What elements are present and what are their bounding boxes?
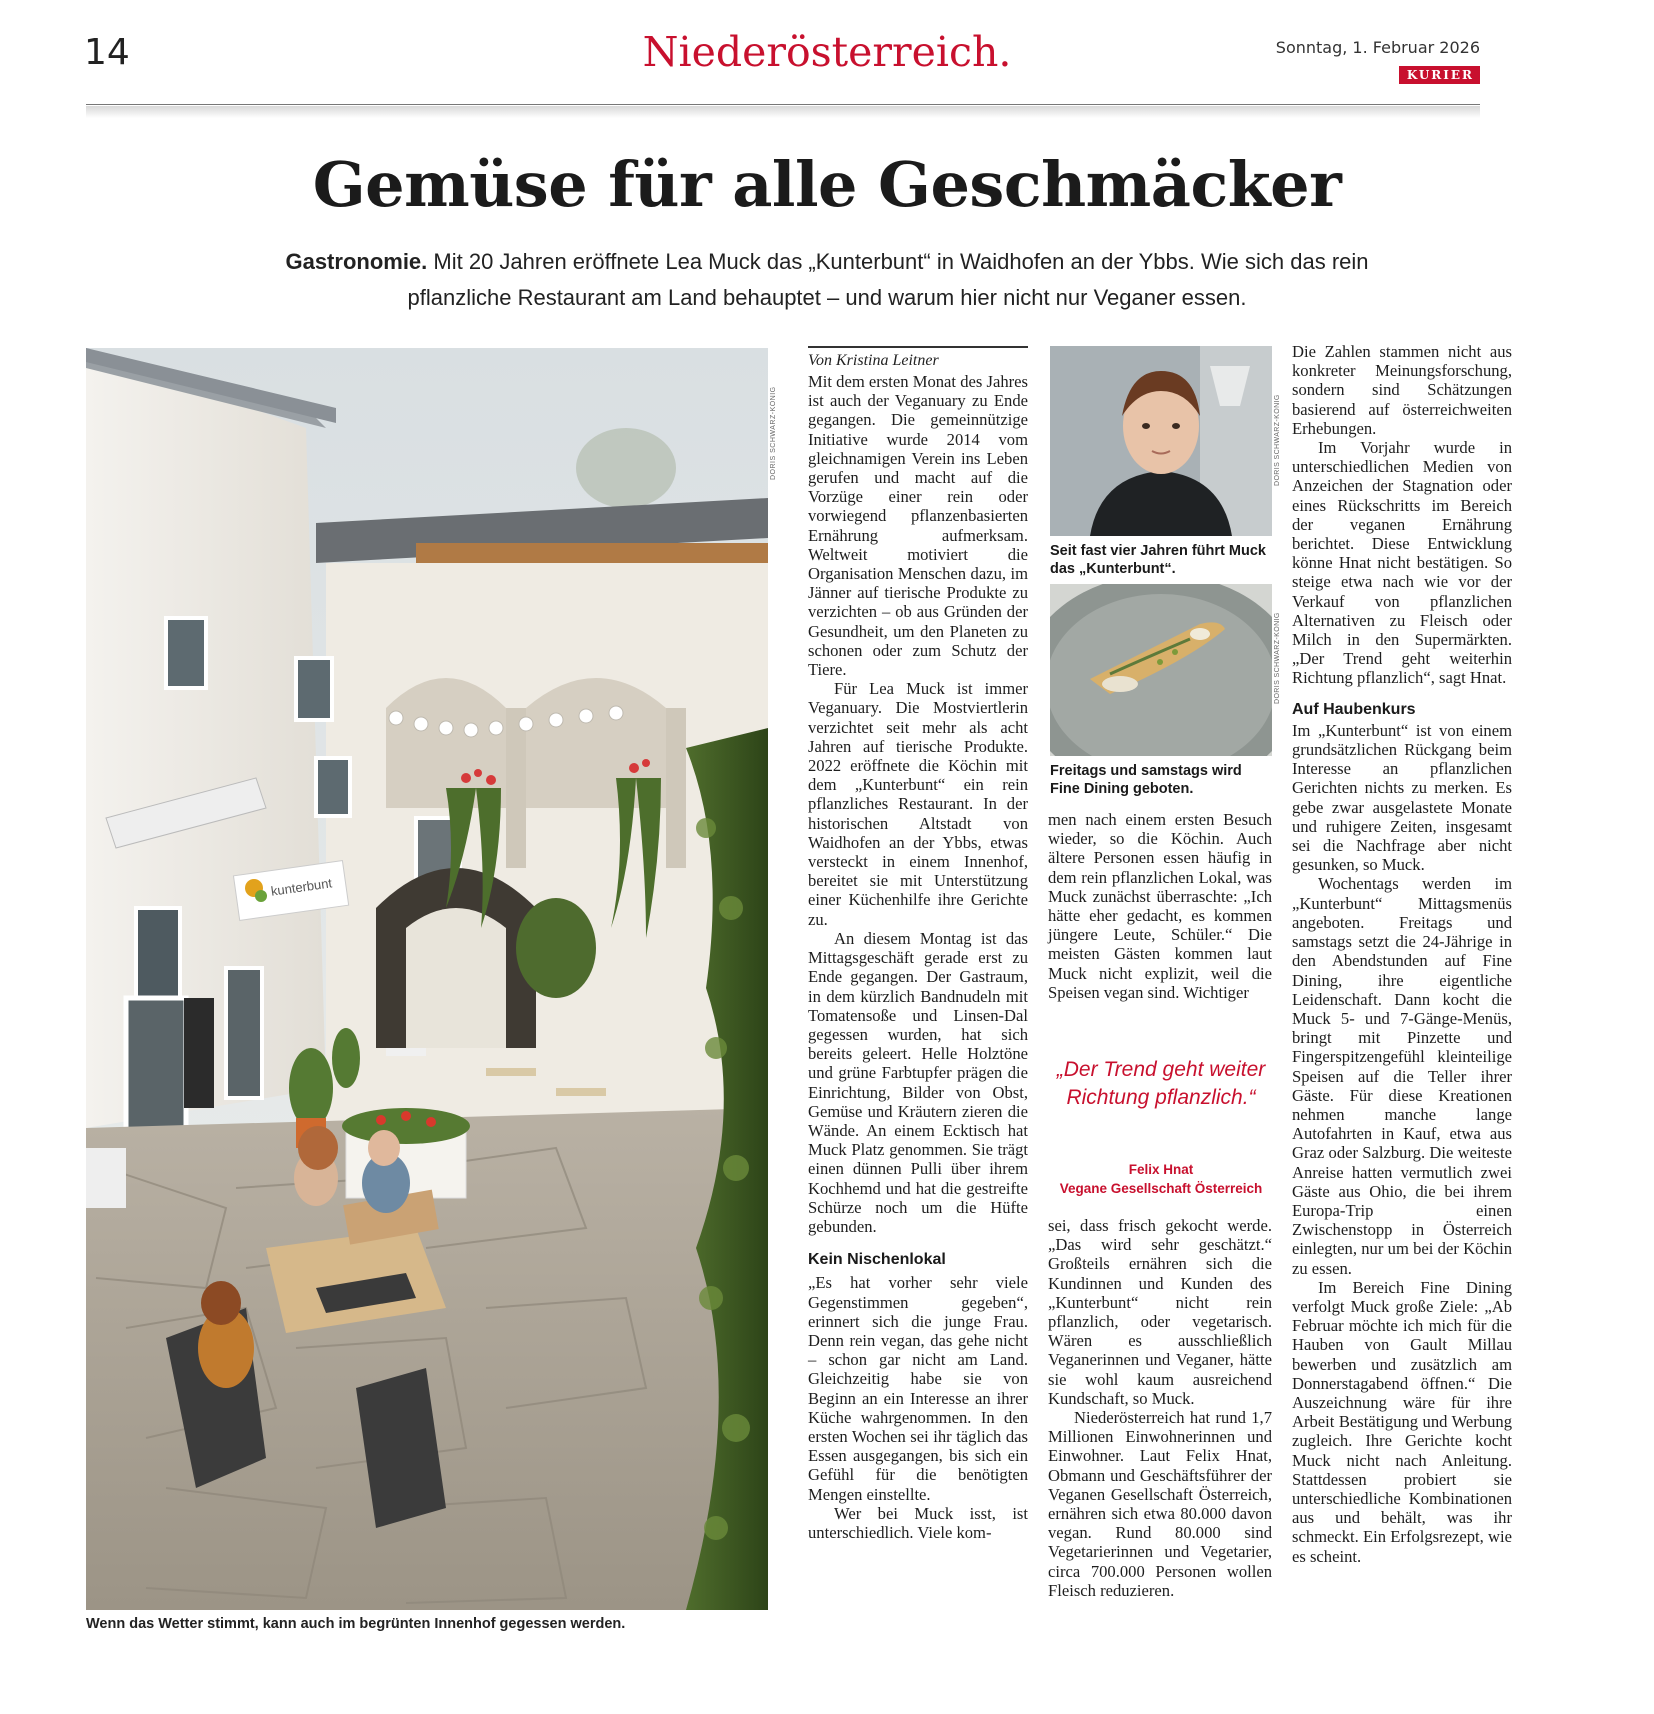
deck-line-1: Mit 20 Jahren eröffnete Lea Muck das „Kunterbunt“ in Waidhofen an der Ybbs. Wie sich das rein xyxy=(427,249,1369,274)
paragraph: Für Lea Muck ist immer Veganuary. Die Mostviertlerin verzichtet seit mehr als acht Jahren auf tierische Produkte. 2022 eröffnete die Köchin mit dem „Kunterbunt“ ein rein pflanzliches Restaurant. In der historischen Altstadt von Waidhofen an der Ybbs, etwas versteckt in einem Innenhof, bereitet sie mit Unterstützung einer Küchenhilfe ihre Gerichte zu. xyxy=(808,679,1028,929)
paragraph: Im Bereich Fine Dining verfolgt Muck große Ziele: „Ab Februar möchte ich mich für die Hauben von Gault Millau bewerben und zusätzlich am Donnerstagabend öffnen.“ Die Auszeichnung wäre für ihre Arbeit Bestätigung und Werbung zugleich. Ihre Gerichte kocht Muck nicht nach Anleitung. Stattdessen probiert sie unterschiedliche Kombinationen aus und behält, was ihr schmeckt. Ein Erfolgsrezept, wie es scheint. xyxy=(1292,1277,1512,1566)
headline: Gemüse für alle Geschmäcker xyxy=(312,148,1342,221)
deck xyxy=(140,244,1514,316)
header-rule xyxy=(86,104,1480,105)
byline-rule xyxy=(808,346,1028,348)
quote-org: Vegane Gesellschaft Österreich xyxy=(1059,1181,1263,1196)
paragraph: Die Zahlen stammen nicht aus konkreter Meinungsforschung, sondern sind Schätzungen basierend auf österreichweiten Erhebungen. xyxy=(1292,342,1512,438)
paragraph: An diesem Montag ist das Mittagsgeschäft gerade erst zu Ende gegangen. Der Gastraum, in dem kürzlich Bandnudeln mit Tomatensoße und Linsen-Dal gegessen wurden, hat sich bereits geleert. Helle Holztöne und grüne Farbtupfer prägen die Einrichtung, Bilder von Obst, Gemüse und Kräutern zieren die Wände. An einem Ecktisch hat Muck Platz genommen. Sie trägt einen dünnen Pulli über ihrem Kochhemd und hat die gestreifte Schürze noch um die Hüfte gebunden. xyxy=(808,928,1028,1236)
paragraph: Im „Kunterbunt“ ist von einem grundsätzlichen Rückgang beim Interesse an pflanzlichen Gerichten nichts zu merken. Es gebe zwar ausgelastete Monate und ruhigere Zeiten, insgesamt sei die Nachfrage aber nicht gesunken, so Muck. xyxy=(1292,720,1512,875)
byline: Von Kristina Leitner xyxy=(808,352,939,369)
main-photo-caption: Wenn das Wetter stimmt, kann auch im begrünten Innenhof gegessen werden. xyxy=(86,1616,626,1632)
courtyard-illustration xyxy=(86,348,768,1610)
paragraph: sei, dass frisch gekocht werde. „Das wird sehr geschätzt.“ Großteils ernähren sich die Kundinnen und Kunden des „Kunterbunt“ nicht rein pflanzlich, oder vegetarisch. Wären es ausschließlich Veganerinnen und Veganer, hätte sie wohl kaum ausreichend Kundschaft, so Muck. xyxy=(1048,1216,1272,1408)
article-column-1 xyxy=(808,372,1028,1542)
header-rule-shadow xyxy=(86,106,1480,118)
portrait-illustration xyxy=(1050,346,1272,536)
plate-photo xyxy=(1050,584,1272,756)
deck-line-2: pflanzliche Restaurant am Land behauptet – und warum hier nicht nur Veganer essen. xyxy=(407,285,1247,310)
plate-caption: Freitags und samstags wird Fine Dining geboten. xyxy=(1050,763,1242,797)
issue-date: Sonntag, 1. Februar 2026 xyxy=(1275,38,1480,57)
paragraph: Wer bei Muck isst, ist unterschiedlich. Viele kom- xyxy=(808,1503,1028,1542)
paragraph: Mit dem ersten Monat des Jahres ist auch der Veganuary zu Ende gegangen. Die gemeinnützige Initiative wurde 2014 vom gleichnamigen Verein ins Leben gerufen und macht auf die Vorzüge einer rein oder vorwiegend pflanzenbasierten Ernährung aufmerksam. Weltweit motiviert die Organisation Menschen dazu, im Jänner auf tierische Produkte zu verzichten – ob aus Gründen der Gesundheit, um den Planeten zu schonen oder zum Schutz der Tiere. xyxy=(808,372,1028,680)
plate-credit: DORIS SCHWARZ-KÖNIG xyxy=(1274,612,1281,704)
article-column-2b xyxy=(1048,1216,1272,1600)
portrait-photo xyxy=(1050,346,1272,536)
article-column-2a xyxy=(1048,810,1272,1002)
pull-quote: „Der Trend geht weiter Richtung pflanzlich.“ xyxy=(1056,1058,1266,1109)
courtyard-photo xyxy=(86,348,768,1610)
quote-name: Felix Hnat xyxy=(1128,1162,1194,1177)
article-column-3 xyxy=(1292,342,1512,1566)
paragraph: Wochentags werden im „Kunterbunt“ Mittagsmenüs angeboten. Freitags und samstags setzt die 24-Jährige in den Abendstunden auf Fine Dining, ihre eigentliche Leidenschaft. Dann kocht die Muck 5- und 7-Gänge-Menüs, bringt mit Pinzette und Fingerspitzengefühl kleinteilige Speisen auf die Teller ihrer Gäste. Für diese Kreationen nehmen manche lange Autofahrten in Kauf, etwa aus Graz oder Salzburg. Die weiteste Anreise hatten vermutlich zwei Gäste aus Ohio, die bei ihrem Europa-Trip einen Zwischenstopp in Österreich einlegten, nur um bei der Köchin zu essen. xyxy=(1292,874,1512,1278)
paragraph: men nach einem ersten Besuch wieder, so die Köchin. Auch ältere Personen essen häufig in dem rein pflanzlichen Lokal, was Muck zunächst überraschte: „Ich hätte eher gedacht, es kommen jüngere Leute, Schüler.“ Die meisten Gästen kommen laut Muck nicht explizit, weil die Speisen vegan sind. Wichtiger xyxy=(1048,810,1272,1002)
pull-quote-attribution xyxy=(1050,1160,1272,1198)
brand-logo: KURIER xyxy=(1399,66,1480,84)
paragraph: Niederösterreich hat rund 1,7 Millionen Einwohnerinnen und Einwohner. Laut Felix Hnat, Obmann und Geschäftsführer der Veganen Gesellschaft Österreich, ernähren sich etwa 80.000 davon vegan. Rund 80.000 sind Vegetarierinnen und Vegetarier, circa 700.000 Personen wollen Fleisch reduzieren. xyxy=(1048,1408,1272,1600)
paragraph: „Es hat vorher sehr viele Gegenstimmen gegeben“, erinnert sich die junge Frau. Denn rein vegan, das gehe nicht – schon gar nicht am Land. Gleichzeitig habe sie von Beginn an ein Interesse an ihrer Küche wahrgenommen. In den ersten Wochen sei ihr täglich das Essen ausgegangen, bis sich ein Gefühl für die benötigten Mengen einstellte. xyxy=(808,1273,1028,1504)
portrait-caption: Seit fast vier Jahren führt Muck das „Kunterbunt“. xyxy=(1050,543,1266,577)
main-photo-credit: DORIS SCHWARZ-KÖNIG xyxy=(770,386,777,480)
subhead-auf-haubenkurs: Auf Haubenkurs xyxy=(1292,700,1416,718)
page-number: 14 xyxy=(84,32,130,73)
kunterbunt-sign-text: kunterbunt xyxy=(269,875,333,899)
subhead-kein-nischenlokal: Kein Nischenlokal xyxy=(808,1251,946,1269)
paragraph: Im Vorjahr wurde in unterschiedlichen Medien von Anzeichen der Stagnation oder eines Rückschritts im Bereich der veganen Ernährung berichtet. Diese Entwicklung könne Hnat nicht bestätigen. So steige etwa nach wie vor der Verkauf von pflanzlichen Alternativen zu Fleisch oder Milch in den Supermärkten. „Der Trend geht weiterhin Richtung pflanzlich“, sagt Hnat. xyxy=(1292,438,1512,688)
portrait-credit: DORIS SCHWARZ-KÖNIG xyxy=(1274,394,1281,486)
deck-label: Gastronomie. xyxy=(285,249,428,274)
plate-illustration xyxy=(1050,584,1272,756)
section-title: Niederösterreich. xyxy=(642,28,1012,76)
